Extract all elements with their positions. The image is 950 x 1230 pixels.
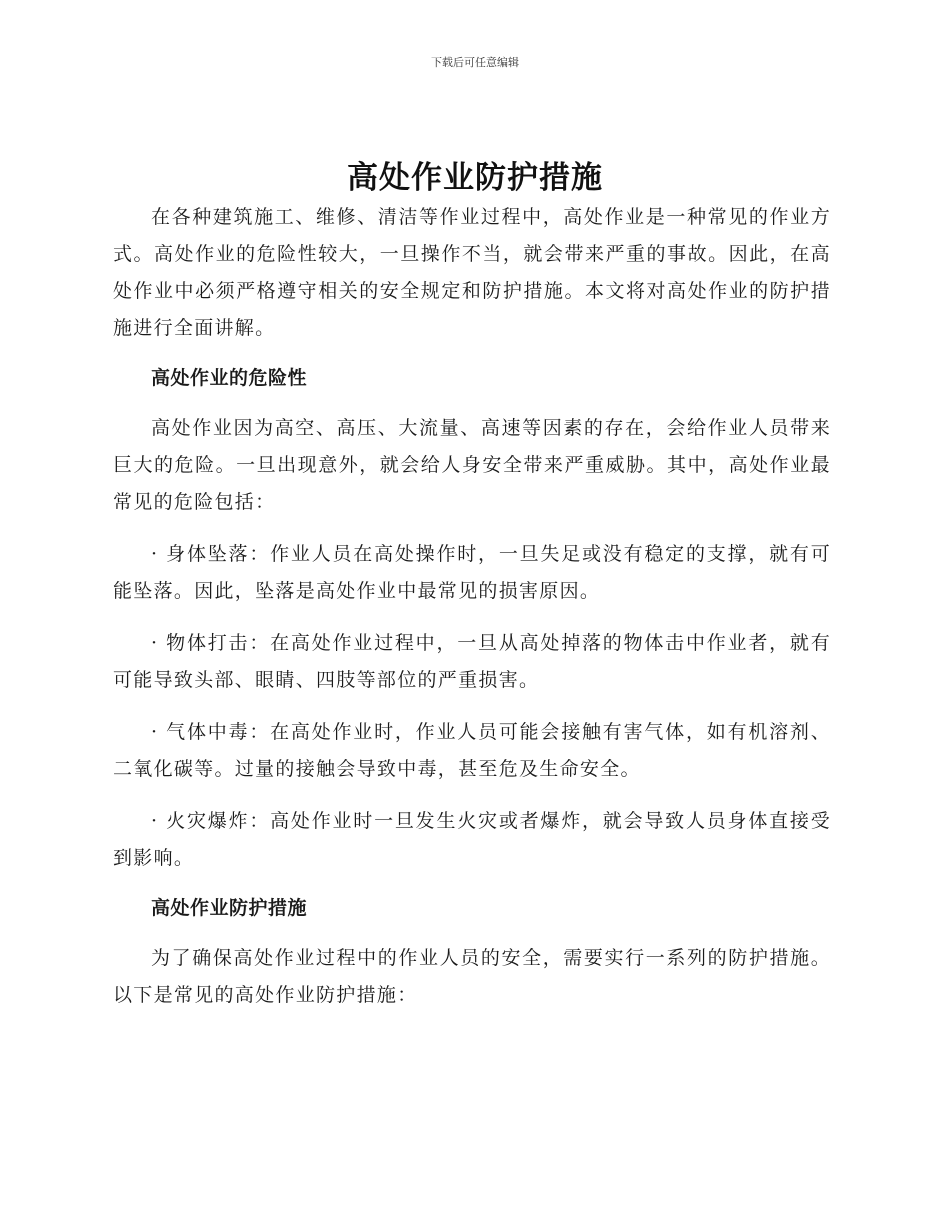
- intro-paragraph: 在各种建筑施工、维修、清洁等作业过程中，高处作业是一种常见的作业方式。高处作业的危险性较大，一旦操作不当，就会带来严重的事故。因此，在高处作业中必须严格遵守相关的安全规定和防护措施。本文将对高处作业的防护措施进行全面讲解。: [113, 206, 831, 339]
- document-body: [113, 199, 831, 1029]
- bullet-item-fall: · 身体坠落：作业人员在高处操作时，一旦失足或没有稳定的支撑，就有可能坠落。因此，坠落是高处作业中最常见的损害原因。: [113, 543, 831, 602]
- header-note: 下载后可任意编辑: [431, 56, 519, 69]
- bullet-item-object-strike: · 物体打击：在高处作业过程中，一旦从高处掉落的物体击中作业者，就有可能导致头部、眼睛、四肢等部位的严重损害。: [113, 632, 831, 691]
- bullet-item-gas-poisoning: · 气体中毒：在高处作业时，作业人员可能会接触有害气体，如有机溶剂、二氧化碳等。过量的接触会导致中毒，甚至危及生命安全。: [113, 721, 831, 780]
- section-heading-measures: 高处作业防护措施: [151, 897, 308, 919]
- section-heading-hazards: 高处作业的危险性: [151, 367, 308, 389]
- bullet-item-fire-explosion: · 火灾爆炸：高处作业时一旦发生火灾或者爆炸，就会导致人员身体直接受到影响。: [113, 810, 831, 869]
- hazards-paragraph: 高处作业因为高空、高压、大流量、高速等因素的存在，会给作业人员带来巨大的危险。一旦出现意外，就会给人身安全带来严重威胁。其中，高处作业最常见的危险包括：: [113, 417, 831, 513]
- measures-paragraph: 为了确保高处作业过程中的作业人员的安全，需要实行一系列的防护措施。以下是常见的高处作业防护措施：: [113, 947, 831, 1006]
- page-title: 高处作业防护措施: [347, 160, 603, 196]
